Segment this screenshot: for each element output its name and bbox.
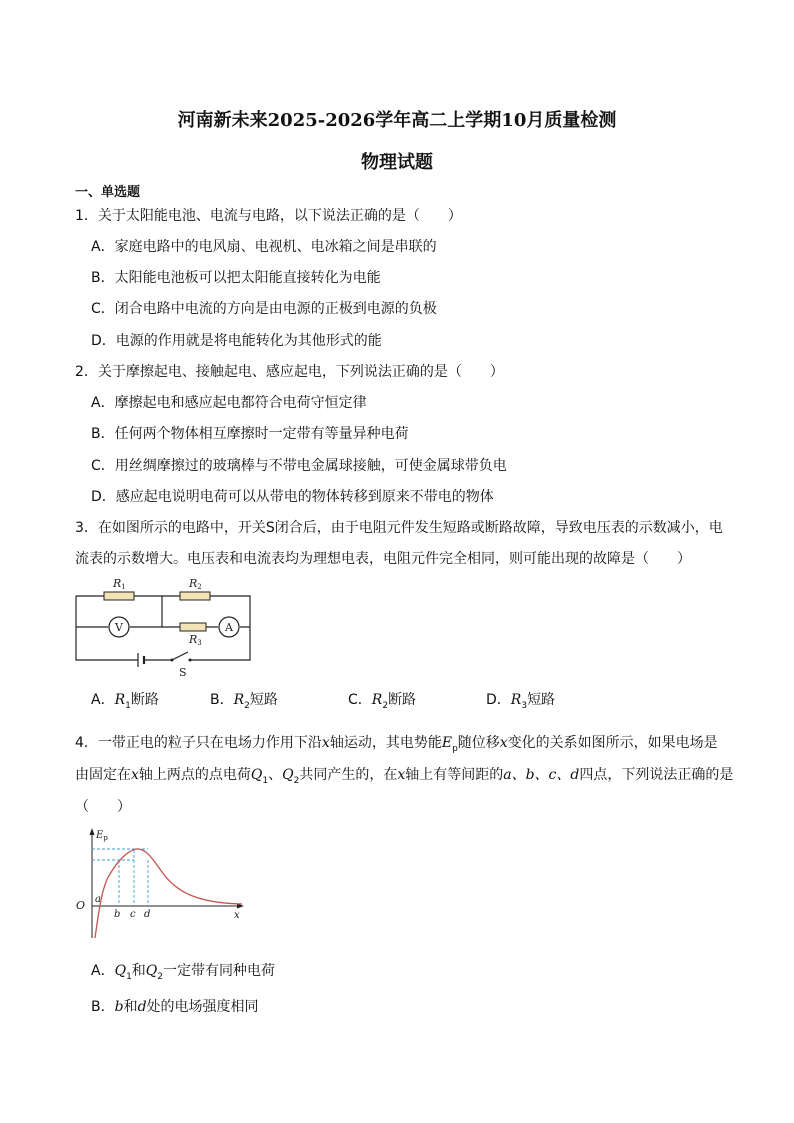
question-text: 在如图所示的电路中，开关S闭合后，由于电阻元件发生短路或断路故障，导致电压表的示数减小，电 (97, 520, 723, 536)
question-number: 3． (75, 520, 98, 536)
section-heading: 一、单选题 (75, 185, 141, 200)
question-4-stem-line2: 由固定在x轴上两点的点电荷$Q_1$、$Q_2$共同产生的，在x轴上有等间距的a、b、c、d四点，下列说法正确的是 (75, 767, 734, 786)
r1-label: R1 (113, 577, 126, 591)
resistor-r2 (180, 592, 210, 600)
point-d-label: d (144, 909, 151, 920)
ammeter-label: A (225, 621, 233, 634)
potential-energy-graph (72, 826, 252, 944)
q2-option-d: D．感应起电说明电荷可以从带电的物体转移到原来不带电的物体 (91, 489, 494, 505)
question-3-stem-line1 (75, 518, 735, 538)
switch-icon (171, 652, 192, 662)
page-title: 河南新未来2025-2026学年高二上学期10月质量检测 (177, 110, 617, 131)
q1-option-c: C．闭合电路中电流的方向是由电源的正极到电源的负极 (91, 301, 437, 317)
q2-option-c: C．用丝绸摩擦过的玻璃棒与不带电金属球接触，可使金属球带负电 (91, 458, 507, 474)
x-axis-label: x (234, 910, 240, 921)
question-text: 关于摩擦起电、接触起电、感应起电，下列说法正确的是（ ） (97, 364, 504, 380)
r3-label: R3 (189, 633, 202, 647)
q1-option-b: B．太阳能电池板可以把太阳能直接转化为电能 (91, 270, 381, 286)
resistor-r1 (104, 592, 134, 600)
question-number: 1． (75, 208, 98, 224)
q2-option-b: B．任何两个物体相互摩擦时一定带有等量异种电荷 (91, 426, 409, 442)
voltmeter-label: V (115, 621, 123, 634)
resistor-r3 (180, 623, 206, 631)
battery-icon (138, 653, 144, 667)
y-axis-label: $E_p$ (96, 830, 108, 842)
question-number: 2． (75, 364, 98, 380)
point-c-label: c (130, 909, 136, 920)
q3-option-c: C．$R_2$断路 (348, 692, 417, 711)
question-4-stem-line3: （ ） (75, 799, 131, 815)
q4-option-b: B．b和d处的电场强度相同 (91, 999, 259, 1015)
point-b-label: b (114, 909, 121, 920)
origin-label: O (76, 899, 86, 912)
question-text: 关于太阳能电池、电流与电路，以下说法正确的是（ ） (97, 208, 462, 224)
q4-option-a: A．$Q_1$和$Q_2$一定带有同种电荷 (91, 963, 276, 982)
q3-option-a: A．$R_1$断路 (91, 692, 159, 711)
circuit-diagram (70, 572, 260, 680)
question-4-stem-line1: 4．一带正电的粒子只在电场力作用下沿x轴运动，其电势能$E_p$随位移x变化的关系如图所示，如果电场是 (75, 735, 718, 754)
question-1-stem (75, 206, 725, 226)
switch-label: S (179, 666, 187, 679)
q3-option-d: D．$R_3$短路 (486, 692, 556, 711)
question-2-stem (75, 362, 725, 382)
q1-option-d: D．电源的作用就是将电能转化为其他形式的能 (91, 333, 382, 349)
question-3-stem-line2: 流表的示数增大。电压表和电流表均为理想电表，电阻元件完全相同，则可能出现的故障是（ ） (75, 551, 691, 567)
q1-option-a: A．家庭电路中的电风扇、电视机、电冰箱之间是串联的 (91, 239, 437, 255)
ep-curve (95, 849, 242, 938)
page-subtitle: 物理试题 (361, 152, 433, 173)
q3-option-b: B．$R_2$短路 (210, 692, 278, 711)
r2-label: R2 (189, 577, 202, 591)
q2-option-a: A．摩擦起电和感应起电都符合电荷守恒定律 (91, 395, 367, 411)
point-a-label: a (95, 894, 101, 905)
